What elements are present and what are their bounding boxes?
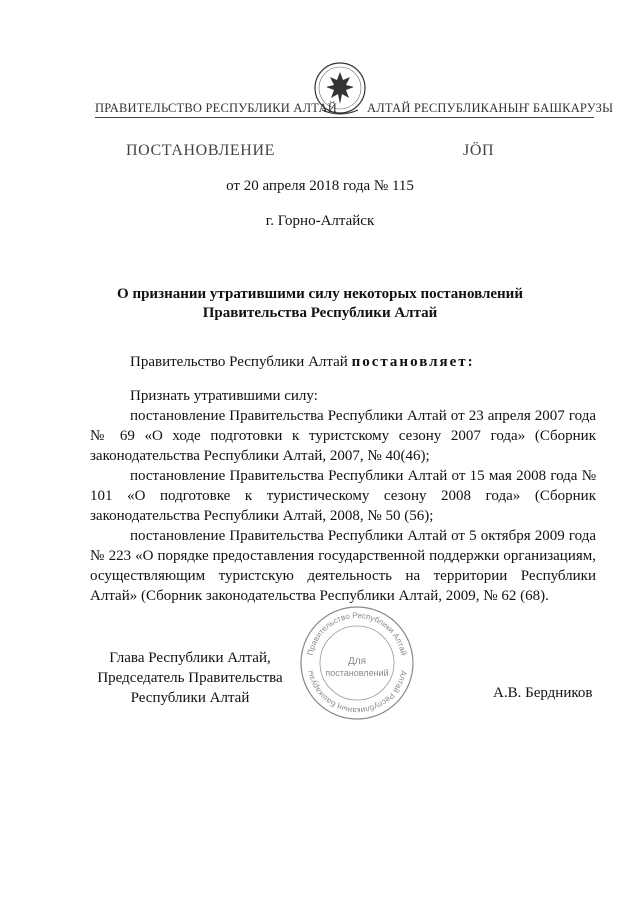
signature-title — [90, 648, 290, 708]
decree-statement — [90, 352, 596, 372]
stamp-ring-top: Правительство Республики Алтай — [305, 610, 409, 657]
decree-intro: Правительство Республики Алтай — [130, 354, 352, 370]
body-paragraph: постановление Правительства Республики Алтай от 23 апреля 2007 года № 69 «О ходе подготовки к туристскому сезону 2007 года» (Сборник законодательства Республики Алтай, 2007, № 40(46); — [90, 408, 596, 464]
header-org-left: ПРАВИТЕЛЬСТВО РЕСПУБЛИКИ АЛТАЙ — [95, 101, 337, 115]
svg-text:Правительство Республики Алтай — [306, 611, 409, 656]
body-paragraph: постановление Правительства Республики Алтай от 5 октября 2009 года № 223 «О порядке предоставления государственной поддержки организациям, осуществляющим туристскую деятельность на территории Республики Алтай» (Сборник законодательства Республики Алтай, 2009, № 62 (68). — [90, 528, 596, 604]
document-body — [90, 386, 596, 606]
doc-type-left: ПОСТАНОВЛЕНИЕ — [126, 142, 275, 159]
title-line-2: Правительства Республики Алтай — [202, 305, 438, 321]
signature-line-2: Председатель Правительства — [97, 670, 283, 686]
title-line-1: О признании утратившими силу некоторых постановлений — [117, 286, 523, 302]
document-date: от 20 апреля 2018 года № 115 — [226, 178, 414, 194]
stamp-center-line-1: Для — [347, 656, 367, 667]
decree-verb: постановляет: — [351, 354, 475, 370]
header-org-right: АЛТАЙ РЕСПУБЛИКАНЫҤ БАШКАРУЗЫ — [367, 101, 614, 115]
stamp-seal — [298, 604, 416, 722]
document-city: г. Горно-Алтайск — [265, 213, 375, 229]
signature-line-3: Республики Алтай — [130, 690, 250, 706]
document-title — [0, 285, 640, 323]
signatory-name: А.В. Бердников — [493, 685, 593, 701]
body-paragraph: Признать утратившими силу: — [130, 388, 318, 404]
signature-line-1: Глава Республики Алтай, — [109, 650, 271, 666]
stamp-center-line-2: постановлений — [325, 668, 389, 678]
header-divider — [95, 117, 594, 118]
doc-type-right: JÖП — [463, 142, 495, 159]
body-paragraph: постановление Правительства Республики Алтай от 15 мая 2008 года № 101 «О подготовке к туристическому сезону 2008 года» (Сборник законодательства Республики Алтай, 2008, № 50 (56); — [90, 468, 596, 524]
stamp-ring-bottom: Алтай Республиканың Башкарузы — [305, 669, 409, 716]
